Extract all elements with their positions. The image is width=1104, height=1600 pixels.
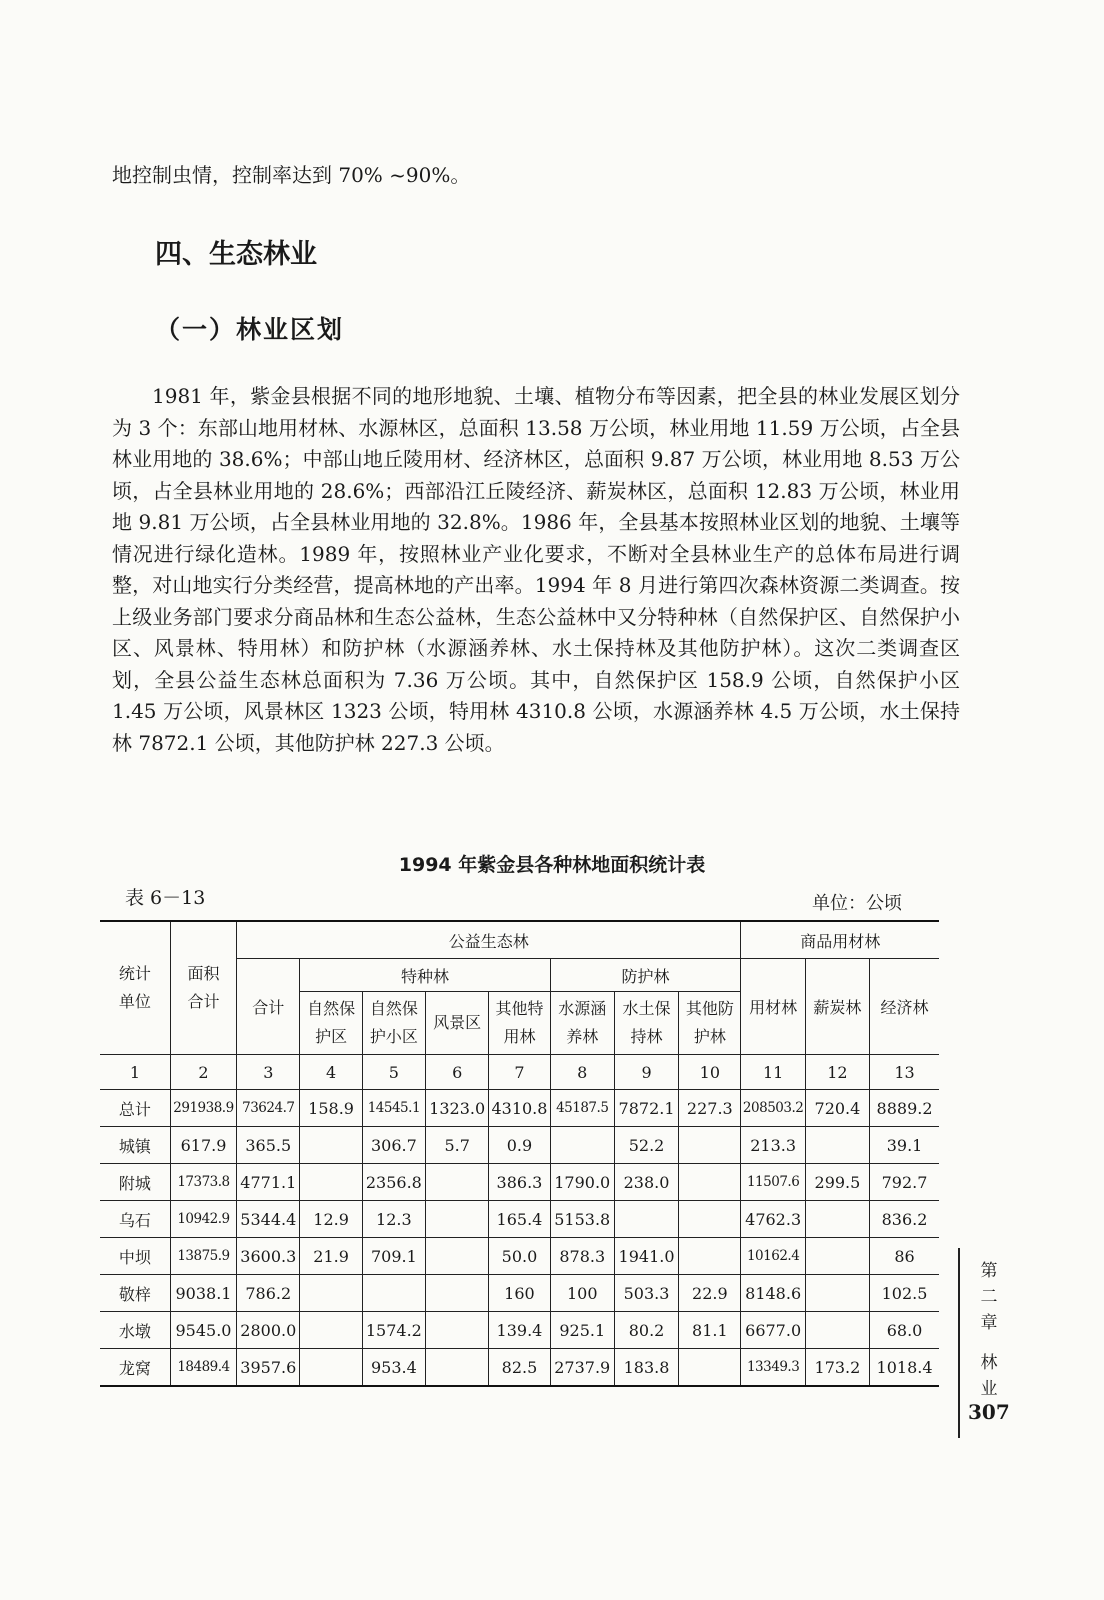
- row-label-cell: 附城: [100, 1164, 170, 1201]
- header-water-conservation: 水源涵养林: [550, 992, 614, 1055]
- table-cell: [300, 1164, 362, 1201]
- table-cell: 18489.4: [170, 1349, 236, 1387]
- table-cell: 14545.1: [362, 1090, 425, 1127]
- table-cell: 102.5: [870, 1275, 939, 1312]
- table-cell: 306.7: [362, 1127, 425, 1164]
- table-cell: 9545.0: [170, 1312, 236, 1349]
- column-number: 7: [489, 1055, 550, 1090]
- header-nature-reserve: 自然保护区: [300, 992, 362, 1055]
- table-cell: 12.9: [300, 1201, 362, 1238]
- table-row: [100, 1238, 939, 1275]
- table-cell: [614, 1201, 678, 1238]
- table-cell: 3957.6: [237, 1349, 300, 1387]
- section-heading: 四、生态林业: [155, 239, 317, 270]
- table-cell: 21.9: [300, 1238, 362, 1275]
- table-cell: 158.9: [300, 1090, 362, 1127]
- table-cell: 5344.4: [237, 1201, 300, 1238]
- header-special-forest: 特种林: [300, 959, 550, 992]
- table-cell: 13875.9: [170, 1238, 236, 1275]
- table-cell: [679, 1238, 741, 1275]
- table-caption: 1994 年紫金县各种林地面积统计表: [398, 854, 706, 876]
- table-cell: [300, 1312, 362, 1349]
- table-body: [100, 1090, 939, 1387]
- table-cell: 45187.5: [550, 1090, 614, 1127]
- table-cell: 10162.4: [741, 1238, 805, 1275]
- column-number: 11: [741, 1055, 805, 1090]
- table-cell: [805, 1127, 869, 1164]
- forest-area-table: [100, 920, 939, 1387]
- row-label-cell: 城镇: [100, 1127, 170, 1164]
- table-cell: 386.3: [489, 1164, 550, 1201]
- header-scenic-area: 风景区: [426, 992, 489, 1055]
- table-cell: [679, 1127, 741, 1164]
- table-cell: 17373.8: [170, 1164, 236, 1201]
- chapter-tab: [976, 1258, 1002, 1402]
- table-cell: 8148.6: [741, 1275, 805, 1312]
- table-cell: 22.9: [679, 1275, 741, 1312]
- table-row: [100, 1312, 939, 1349]
- table-cell: 1574.2: [362, 1312, 425, 1349]
- table-cell: 0.9: [489, 1127, 550, 1164]
- table-cell: 709.1: [362, 1238, 425, 1275]
- table-cell: [426, 1275, 489, 1312]
- table-row: [100, 1127, 939, 1164]
- table-cell: 39.1: [870, 1127, 939, 1164]
- header-public-ecological-forest: 公益生态林: [237, 921, 741, 959]
- column-number-row: [100, 1055, 939, 1090]
- table-unit: 单位：公顷: [812, 893, 902, 914]
- column-number: 4: [300, 1055, 362, 1090]
- table-cell: 80.2: [614, 1312, 678, 1349]
- margin-rule: [958, 1248, 960, 1438]
- table-row: [100, 1275, 939, 1312]
- table-cell: 9038.1: [170, 1275, 236, 1312]
- subsection-heading: （一）林业区划: [155, 315, 345, 344]
- table-cell: [679, 1201, 741, 1238]
- table-cell: 165.4: [489, 1201, 550, 1238]
- row-label-cell: 乌石: [100, 1201, 170, 1238]
- table-cell: 617.9: [170, 1127, 236, 1164]
- column-number: 5: [362, 1055, 425, 1090]
- table-cell: 13349.3: [741, 1349, 805, 1387]
- table-cell: 5.7: [426, 1127, 489, 1164]
- table-cell: 208503.2: [741, 1090, 805, 1127]
- table-cell: 1941.0: [614, 1238, 678, 1275]
- chapter-subject: 林业: [980, 1353, 998, 1399]
- table-cell: 11507.6: [741, 1164, 805, 1201]
- table-cell: 1018.4: [870, 1349, 939, 1387]
- table-row: [100, 1349, 939, 1387]
- header-other-protective: 其他防护林: [679, 992, 741, 1055]
- table-cell: 792.7: [870, 1164, 939, 1201]
- table-cell: 10942.9: [170, 1201, 236, 1238]
- table-cell: [805, 1275, 869, 1312]
- page-number: 307: [968, 1400, 1010, 1424]
- column-number: 10: [679, 1055, 741, 1090]
- table-cell: 12.3: [362, 1201, 425, 1238]
- table-cell: 7872.1: [614, 1090, 678, 1127]
- table-cell: 5153.8: [550, 1201, 614, 1238]
- table-cell: 139.4: [489, 1312, 550, 1349]
- table-cell: 82.5: [489, 1349, 550, 1387]
- header-stat-unit: 统计 单位: [100, 921, 170, 1055]
- table-cell: [805, 1238, 869, 1275]
- header-economic-forest: 经济林: [870, 959, 939, 1055]
- table-cell: 100: [550, 1275, 614, 1312]
- table-cell: 836.2: [870, 1201, 939, 1238]
- column-number: 12: [805, 1055, 869, 1090]
- header-subtotal: 合计: [237, 959, 300, 1055]
- table-cell: 503.3: [614, 1275, 678, 1312]
- header-commercial-forest: 商品用材林: [741, 921, 939, 959]
- table-cell: [679, 1164, 741, 1201]
- row-label-cell: 敬梓: [100, 1275, 170, 1312]
- table-cell: 1790.0: [550, 1164, 614, 1201]
- header-timber-forest: 用材林: [741, 959, 805, 1055]
- table-cell: 8889.2: [870, 1090, 939, 1127]
- header-soil-conservation: 水土保持林: [614, 992, 678, 1055]
- table-cell: [550, 1127, 614, 1164]
- row-label-cell: 龙窝: [100, 1349, 170, 1387]
- table-cell: 173.2: [805, 1349, 869, 1387]
- table-cell: 299.5: [805, 1164, 869, 1201]
- header-other-special-use: 其他特用林: [489, 992, 550, 1055]
- table-cell: 50.0: [489, 1238, 550, 1275]
- header-protective-forest: 防护林: [550, 959, 741, 992]
- table-cell: [426, 1312, 489, 1349]
- table-row: [100, 1201, 939, 1238]
- table-cell: 52.2: [614, 1127, 678, 1164]
- table-cell: 73624.7: [237, 1090, 300, 1127]
- header-area-total: 面积 合计: [170, 921, 236, 1055]
- table-cell: 6677.0: [741, 1312, 805, 1349]
- table-cell: [426, 1201, 489, 1238]
- table-cell: 4310.8: [489, 1090, 550, 1127]
- table-cell: [426, 1238, 489, 1275]
- table-cell: 4771.1: [237, 1164, 300, 1201]
- column-number: 2: [170, 1055, 236, 1090]
- table-cell: 2356.8: [362, 1164, 425, 1201]
- row-label-cell: 中坝: [100, 1238, 170, 1275]
- table-cell: [805, 1312, 869, 1349]
- paragraph-continued: 地控制虫情，控制率达到 70% ~90%。: [112, 163, 471, 187]
- column-number: 1: [100, 1055, 170, 1090]
- table-cell: [679, 1349, 741, 1387]
- table-cell: 1323.0: [426, 1090, 489, 1127]
- table-row: [100, 1090, 939, 1127]
- table-cell: [300, 1349, 362, 1387]
- table-cell: [426, 1164, 489, 1201]
- column-number: 3: [237, 1055, 300, 1090]
- table-cell: 68.0: [870, 1312, 939, 1349]
- column-number: 8: [550, 1055, 614, 1090]
- table-row: [100, 1164, 939, 1201]
- table-cell: [362, 1275, 425, 1312]
- header-small-nature-reserve: 自然保护小区: [362, 992, 425, 1055]
- table-cell: 183.8: [614, 1349, 678, 1387]
- table-cell: 786.2: [237, 1275, 300, 1312]
- paragraph-forestry-zoning: 1981 年，紫金县根据不同的地形地貌、土壤、植物分布等因素，把全县的林业发展区划分为 3 个：东部山地用材林、水源林区，总面积 13.58 万公顷，林业用地 11.59 万公顷，占全县林业用地的 38.6%；中部山地丘陵用材、经济林区，总面积 9.87 万公顷，林业用地 8.53 万公顷，占全县林业用地的 28.6%；西部沿江丘陵经济、薪炭林区，总面积 12.83 万公顷，林业用地 9.81 万公顷，占全县林业用地的 32.8%。1986 年，全县基本按照林业区划的地貌、土壤等情况进行绿化造林。1989 年，按照林业产业化要求，不断对全县林业生产的总体布局进行调整，对山地实行分类经营，提高林地的产出率。1994 年 8 月进行第四次森林资源二类调查。按上级业务部门要求分商品林和生态公益林，生态公益林中又分特种林（自然保护区、自然保护小区、风景林、特用林）和防护林（水源涵养林、水土保持林及其他防护林）。这次二类调查区划，全县公益生态林总面积为 7.36 万公顷。其中，自然保护区 158.9 公顷，自然保护小区 1.45 万公顷，风景林区 1323 公顷，特用林 4310.8 公顷，水源涵养林 4.5 万公顷，水土保持林 7872.1 公顷，其他防护林 227.3 公顷。: [112, 384, 960, 755]
- table-cell: 925.1: [550, 1312, 614, 1349]
- table-cell: [300, 1275, 362, 1312]
- table-header-row: [100, 921, 939, 959]
- column-number: 6: [426, 1055, 489, 1090]
- table-cell: 227.3: [679, 1090, 741, 1127]
- table-cell: 86: [870, 1238, 939, 1275]
- table-cell: 878.3: [550, 1238, 614, 1275]
- row-label-cell: 水墩: [100, 1312, 170, 1349]
- table-cell: 2800.0: [237, 1312, 300, 1349]
- table-number: 表 6－13: [125, 887, 206, 909]
- table-cell: 2737.9: [550, 1349, 614, 1387]
- table-cell: 953.4: [362, 1349, 425, 1387]
- table-cell: 238.0: [614, 1164, 678, 1201]
- table-cell: 291938.9: [170, 1090, 236, 1127]
- header-fuel-forest: 薪炭林: [805, 959, 869, 1055]
- table-cell: 160: [489, 1275, 550, 1312]
- table-cell: 4762.3: [741, 1201, 805, 1238]
- row-label-cell: 总计: [100, 1090, 170, 1127]
- chapter-label: 第二章: [980, 1261, 998, 1333]
- column-number: 9: [614, 1055, 678, 1090]
- table-cell: 720.4: [805, 1090, 869, 1127]
- table-cell: 365.5: [237, 1127, 300, 1164]
- table-cell: 81.1: [679, 1312, 741, 1349]
- table-cell: [426, 1349, 489, 1387]
- table-cell: 213.3: [741, 1127, 805, 1164]
- table-cell: 3600.3: [237, 1238, 300, 1275]
- table-cell: [805, 1201, 869, 1238]
- table-cell: [300, 1127, 362, 1164]
- column-number: 13: [870, 1055, 939, 1090]
